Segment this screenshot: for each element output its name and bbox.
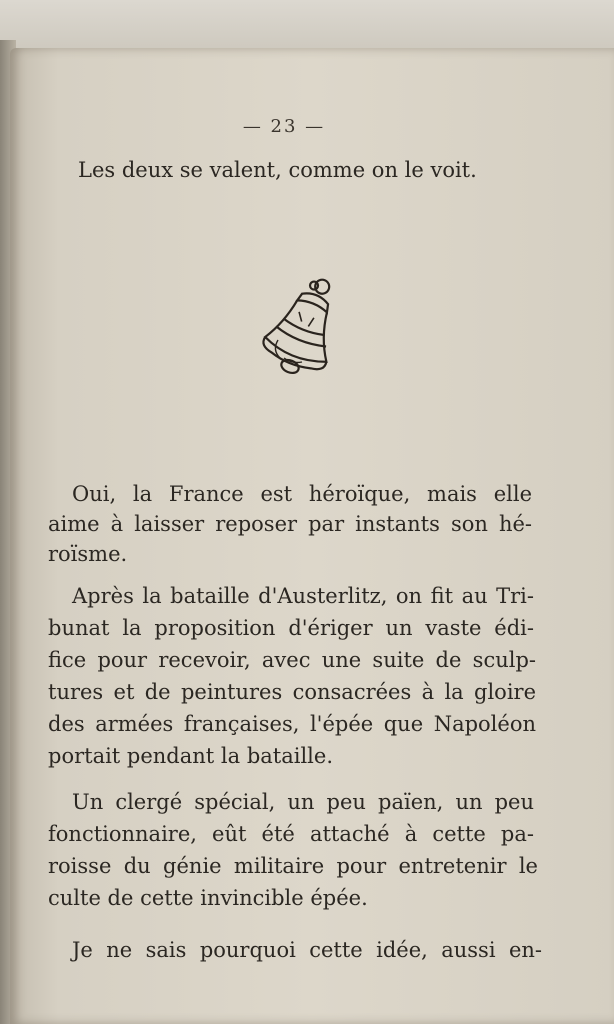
- paragraph-3-line-3: roisse du génie militaire pour entretenir le: [48, 854, 538, 878]
- paragraph-2-line-4: tures et de peintures consacrées à la gloire: [48, 680, 536, 704]
- page-number: — 23 —: [242, 116, 326, 137]
- paragraph-1-line-2: aime à laisser reposer par instants son hé-: [48, 512, 532, 536]
- paragraph-2-line-2: bunat la proposition d'ériger un vaste édi-: [48, 616, 534, 640]
- paragraph-2-line-3: fice pour recevoir, avec une suite de sculp-: [48, 648, 536, 672]
- paragraph-2-line-1: Après la bataille d'Austerlitz, on fit au Tri-: [72, 584, 534, 608]
- intro-line: Les deux se valent, comme on le voit.: [78, 158, 477, 182]
- paragraph-1-line-3: roïsme.: [48, 542, 128, 566]
- paragraph-2-line-5: des armées françaises, l'épée que Napoléon: [48, 712, 536, 736]
- paragraph-3-line-1: Un clergé spécial, un peu païen, un peu: [72, 790, 534, 814]
- paragraph-2-line-6: portait pendant la bataille.: [48, 744, 333, 768]
- paragraph-3-line-2: fonctionnaire, eût été attaché à cette pa-: [48, 822, 534, 846]
- paragraph-4-line-1: Je ne sais pourquoi cette idée, aussi en-: [72, 938, 542, 962]
- paragraph-3-line-4: culte de cette invincible épée.: [48, 886, 368, 910]
- bell-icon: [254, 270, 350, 382]
- paragraph-1-line-1: Oui, la France est héroïque, mais elle: [72, 482, 532, 506]
